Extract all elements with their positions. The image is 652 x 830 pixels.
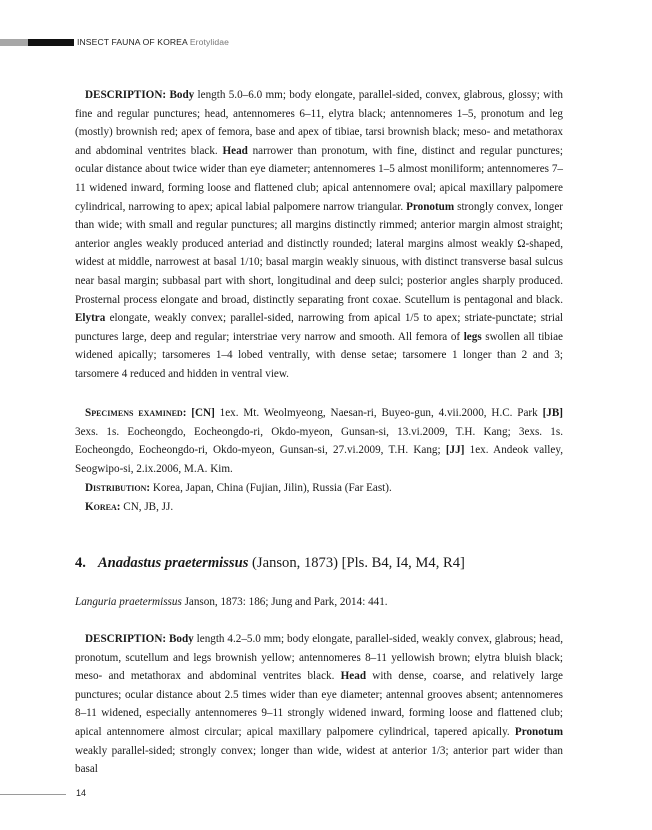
footer-rule xyxy=(0,794,66,795)
head-label-2: Head xyxy=(340,670,367,683)
body-label: Body xyxy=(169,89,195,101)
specimens-text-2: 3exs. 1s. Eocheongdo, Eocheongdo-ri, Okdo-myeon, Gunsan-si, 13.vi.2009, T.H. Kang; 3exs. 1s. Eocheongdo, Eocheongdo-ri, Okdo-myeon, Gunsan-si, 27.vi.2009, T.H. Kang; xyxy=(75,425,563,457)
species-heading xyxy=(75,555,465,572)
head-label: Head xyxy=(222,144,248,157)
elytra-label: Elytra xyxy=(75,312,106,325)
species-number: 4. xyxy=(75,555,86,571)
specimens-jb: [JB] xyxy=(542,407,563,419)
description-heading-2: DESCRIPTION: xyxy=(85,633,167,645)
specimens-text-3: 1ex. Andeok valley, Seogwipo-si, 2.ix.2006, M.A. Kim. xyxy=(75,444,563,475)
page-number: 14 xyxy=(76,788,87,798)
header-bar-black xyxy=(28,39,74,46)
head-text: narrower than pronotum, with fine, distinct and regular punctures; ocular distance about twice wider than eye diameter; antennomeres 1–5 almost moniliform; antennomeres 7–11 widened inward, forming loose and flattened club; apical antennomere oval; apical maxillary palpomere cylindrical, narrowing to apex; apical labial palpomere narrow triangular. xyxy=(75,144,563,213)
running-header xyxy=(77,37,229,47)
species-name: Anadastus praetermissus xyxy=(97,555,249,571)
korea-line xyxy=(85,498,563,517)
specimens-block xyxy=(75,404,563,478)
korea-text: CN, JB, JJ. xyxy=(120,501,174,513)
pronotum-text-2: weakly parallel-sided; strongly convex; longer than wide, widest at anterior 1/3; anterior part wider than basal xyxy=(75,744,563,776)
elytra-text: elongate, weakly convex; parallel-sided, narrowing from apical 1/5 to apex; striate-punctate; strial punctures large, deep and regular; interstriae very narrow and smooth. All femora of xyxy=(75,312,563,343)
running-header-title: INSECT FAUNA OF KOREA xyxy=(77,37,188,47)
synonym-name: Languria praetermissus xyxy=(75,596,182,608)
specimens-label: Specimens examined: xyxy=(85,407,187,419)
distribution-line xyxy=(85,479,563,498)
specimens-paragraph xyxy=(75,404,563,478)
description-paragraph-1 xyxy=(75,86,563,384)
distribution-text: Korea, Japan, China (Fujian, Jilin), Russia (Far East). xyxy=(150,482,392,494)
synonym-line xyxy=(75,596,388,608)
description-block-2 xyxy=(75,630,563,779)
running-header-subtitle: Erotylidae xyxy=(189,37,230,47)
pronotum-label: Pronotum xyxy=(406,200,455,213)
korea-label: Korea: xyxy=(85,501,121,513)
body-text-2: length 4.2–5.0 mm; body elongate, parallel-sided, weakly convex, glabrous; head, pronotum, scutellum and legs brownish yellow; antennomeres 8–11 yellowish brown; elytra bluish black; meso- and metathorax and abdominal ventrites black. xyxy=(75,633,563,683)
header-bar-gray xyxy=(0,39,28,46)
specimens-jj: [JJ] xyxy=(445,444,465,457)
body-text: length 5.0–6.0 mm; body elongate, parallel-sided, convex, glabrous, glossy; with fine and regular punctures; head, antennomeres 6–11, elytra black; antennomeres 1–5, pronotum and leg (mostly) brownish red; apex of femora, base and apex of tibiae, tarsi brownish black; meso- and metathorax and abdominal ventrites black. xyxy=(75,89,563,157)
description-heading: DESCRIPTION: xyxy=(85,89,167,101)
description-paragraph-2 xyxy=(75,630,563,779)
description-block-1 xyxy=(75,86,563,384)
specimens-text-1: 1ex. Mt. Weolmyeong, Naesan-ri, Buyeo-gun, 4.vii.2000, H.C. Park xyxy=(214,407,543,419)
body-label-2: Body xyxy=(168,633,194,645)
legs-label: legs xyxy=(463,330,482,343)
species-author: (Janson, 1873) [Pls. B4, I4, M4, R4] xyxy=(248,555,465,571)
pronotum-label-2: Pronotum xyxy=(514,725,563,738)
distribution-label: Distribution: xyxy=(85,482,151,494)
pronotum-text: strongly convex, longer than wide; with small and regular punctures; all margins distinctly rimmed; anterior margin almost straight; anterior angles weakly produced anteriad and distinctly rounded; lateral margins almost weakly Ω-shaped, widest at middle, narrowest at basal 1/10; basal margin weakly sinuous, with distinct transverse basal sulcus near basal margin; subbasal part with short, longitudinal and deep sulci; posterior angles sharply produced. Prosternal process elongate and broad, distinctly separating front coxae. Scutellum is pentagonal and black. xyxy=(75,200,563,306)
specimens-cn: [CN] xyxy=(191,407,215,419)
legs-text: swollen all tibiae widened apically; tarsomeres 1–4 lobed ventrally, with dense setae; tarsomere 1 longer than 2 and 3; tarsomere 4 reduced and hidden in ventral view. xyxy=(75,330,563,380)
head-text-2: with dense, coarse, and relatively large punctures; ocular distance about 2.5 times wider than eye diameter; antennal grooves absent; antennomeres 8–11 widened, especially antennomeres 9–11 strongly widened inward, forming loose and flattened club; apical antennomere almost circular; apical maxillary palpomere cylindrical, tapered apically. xyxy=(75,670,563,738)
synonym-text: Janson, 1873: 186; Jung and Park, 2014: 441. xyxy=(181,596,388,608)
